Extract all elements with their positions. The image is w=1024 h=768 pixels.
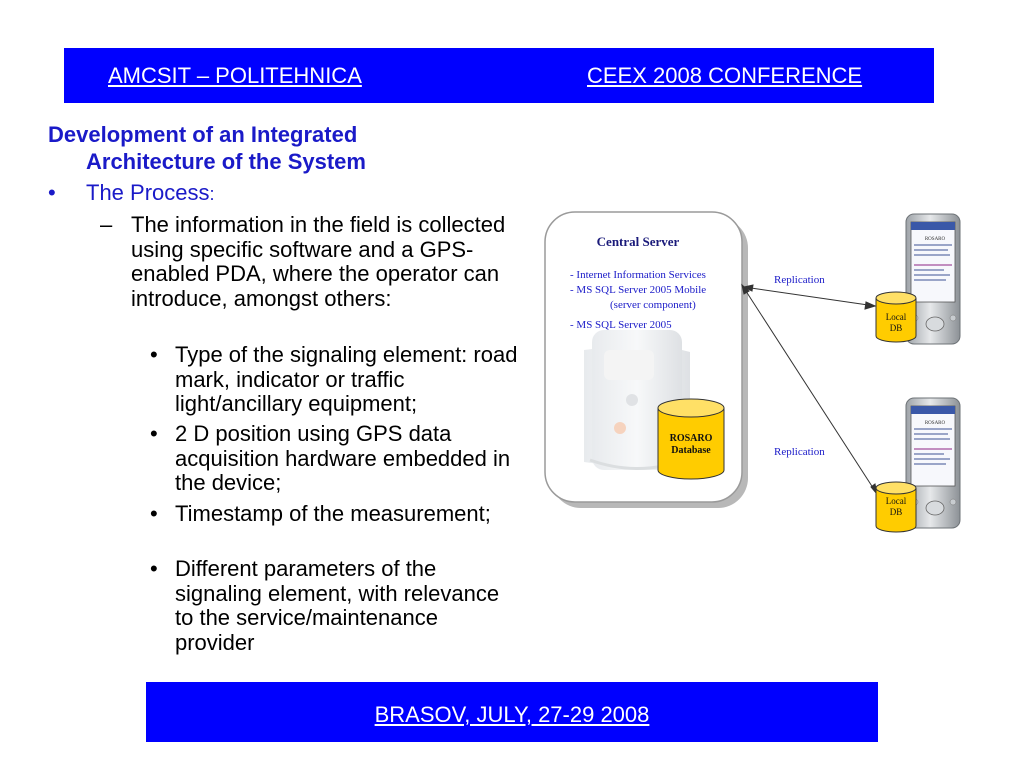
- bullet-text: The Process: [86, 180, 210, 205]
- sub-item-text: 2 D position using GPS data acquisition hardware embedded in the device;: [175, 421, 511, 495]
- database-label-1: ROSARO: [669, 433, 713, 444]
- title-line-1: Development of an Integrated: [48, 122, 358, 147]
- replication-arrow-bottom: [742, 285, 877, 494]
- footer-banner: [146, 682, 878, 742]
- pda-brand-label: ROSARO: [924, 237, 946, 242]
- sub-item-text: Different parameters of the signaling element, with relevance to the service/maintenance provider: [175, 556, 500, 655]
- local-db-label-1: Local: [885, 312, 907, 322]
- server-item: (server component): [610, 299, 696, 311]
- replication-arrow-top: [744, 285, 875, 309]
- local-db-label-2: DB: [889, 507, 903, 517]
- bullet-marker: •: [48, 180, 56, 205]
- replication-label-top: Replication: [774, 274, 825, 286]
- server-title: Central Server: [596, 234, 680, 249]
- local-db-label-2: DB: [889, 323, 903, 333]
- header-right-link[interactable]: CEEX 2008 CONFERENCE: [587, 63, 863, 88]
- sub-bullet-marker: •: [150, 421, 158, 446]
- server-item: - MS SQL Server 2005: [570, 319, 672, 331]
- sub-item-text: Type of the signaling element: road mark, indicator or traffic light/ancillary equipment;: [175, 342, 518, 416]
- database-label-2: Database: [671, 445, 711, 456]
- sub-bullet-marker: •: [150, 556, 158, 581]
- sub-bullet-marker: •: [150, 342, 158, 367]
- replication-label-bottom: Replication: [774, 446, 825, 458]
- local-db-label-1: Local: [885, 496, 907, 506]
- dash-text: The information in the field is collected using specific software and a GPS-enabled PDA, where the operator can introduce, amongst others:: [131, 212, 506, 311]
- dash-marker: –: [100, 212, 113, 237]
- title-line-2: Architecture of the System: [86, 149, 366, 174]
- bullet-colon: :: [209, 184, 215, 204]
- server-item: - Internet Information Services: [570, 269, 706, 281]
- header-left-link[interactable]: AMCSIT – POLITEHNICA: [108, 63, 362, 88]
- footer-link[interactable]: BRASOV, JULY, 27-29 2008: [374, 702, 650, 727]
- server-item: - MS SQL Server 2005 Mobile: [570, 284, 707, 296]
- sub-item-text: Timestamp of the measurement;: [175, 501, 491, 526]
- pda-brand-label: ROSARO: [924, 421, 946, 426]
- sub-bullet-marker: •: [150, 501, 158, 526]
